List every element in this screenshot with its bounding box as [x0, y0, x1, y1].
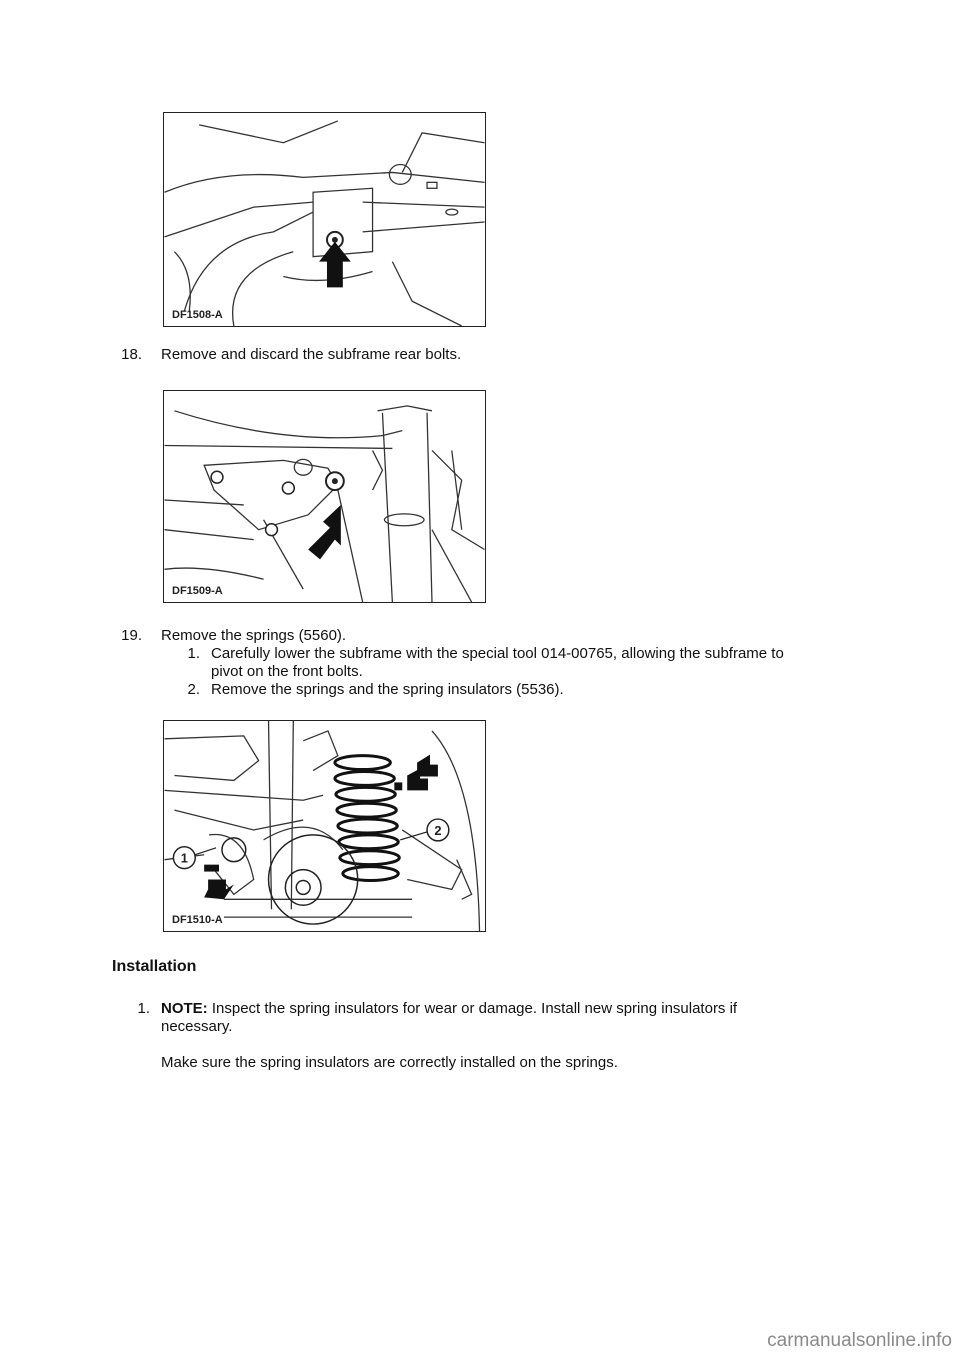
substep-text: Carefully lower the subframe with the special tool 014-00765, allowing the subframe to [211, 645, 784, 662]
figure-code: DF1508-A [172, 309, 223, 321]
note-body: Inspect the spring insulators for wear or damage. Install new spring insulators if [211, 1000, 738, 1017]
figure-df1510 [163, 720, 486, 932]
figure-code: DF1509-A [172, 585, 223, 597]
subframe-bolt-illustration [164, 113, 485, 326]
substep-number: 2. [187, 681, 200, 698]
note-text-continued: necessary. [161, 1018, 233, 1035]
callout-1: 1 [180, 850, 188, 866]
step-number: 19. [121, 627, 142, 644]
subframe-rear-bolt-illustration [164, 391, 485, 602]
spring-removal-illustration [164, 721, 485, 931]
figure-df1508 [163, 112, 486, 327]
step-text: Remove the springs (5560). [161, 627, 347, 644]
substep-text: Remove the springs and the spring insulators (5536). [211, 681, 564, 698]
callout-2: 2 [434, 822, 442, 838]
instruction-text: Make sure the spring insulators are correctly installed on the springs. [161, 1054, 618, 1071]
step-number: 18. [121, 346, 142, 363]
note-label: NOTE: [161, 1000, 208, 1017]
substep-number: 1. [187, 645, 200, 662]
footer-watermark: carmanualsonline.info [767, 1330, 952, 1351]
figure-code: DF1510-A [172, 914, 223, 926]
step-text: Remove and discard the subframe rear bolts. [161, 346, 462, 363]
section-heading: Installation [112, 958, 197, 975]
step-number: 1. [137, 1000, 150, 1017]
substep-text-continued: pivot on the front bolts. [211, 663, 363, 680]
figure-df1509 [163, 390, 486, 603]
note-text [161, 1000, 737, 1018]
